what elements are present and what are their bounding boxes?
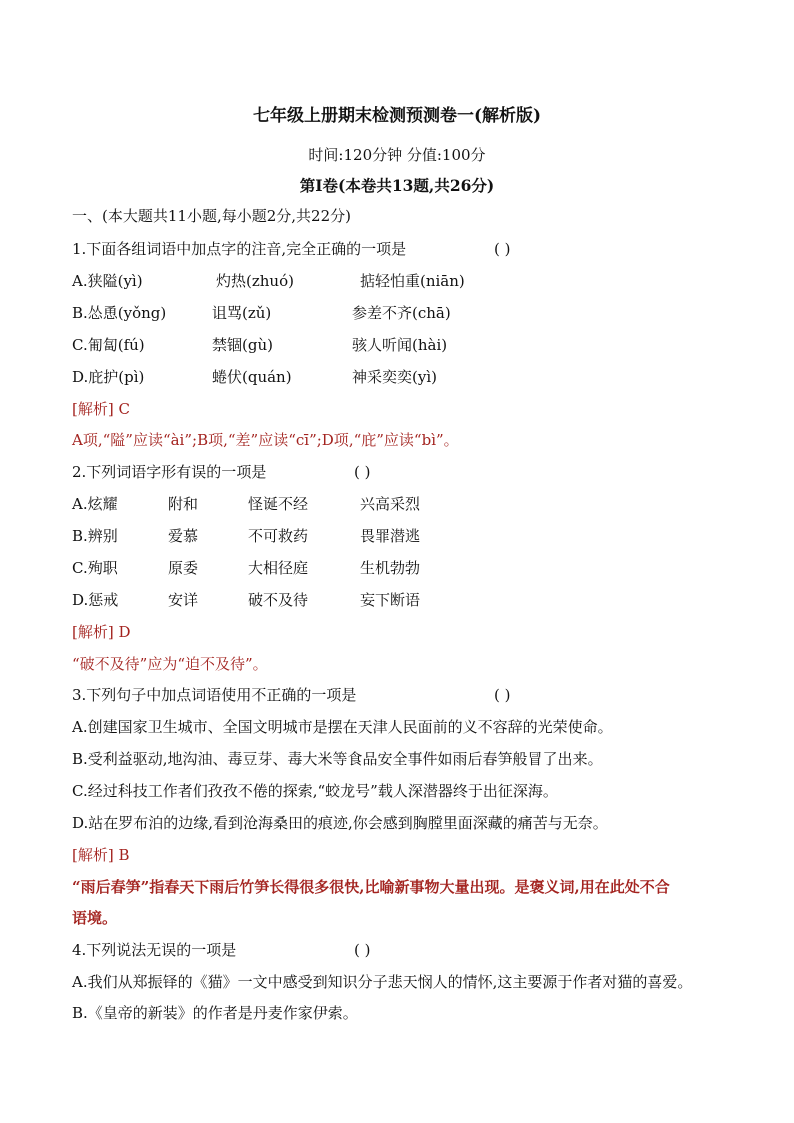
- part-title: 第Ⅰ卷(本卷共13题,共26分): [299, 176, 495, 195]
- question-3-option-c: C.经过科技工作者们孜孜不倦的探索,“蛟龙号”载人深潜器终于出征深海。: [72, 782, 558, 800]
- question-3-option-a: A.创建国家卫生城市、全国文明城市是摆在天津人民面前的义不容辞的光荣使命。: [72, 718, 613, 736]
- option-word: 安详: [168, 591, 199, 609]
- option-word: 畏罪潜逃: [360, 527, 421, 545]
- option-word: D.惩戒: [72, 591, 119, 609]
- question-4-option-b: B.《皇帝的新装》的作者是丹麦作家伊索。: [72, 1004, 358, 1022]
- option-word: 附和: [168, 495, 199, 513]
- question-3-answer: [解析] B: [72, 846, 130, 864]
- question-2-stem: [72, 462, 371, 482]
- question-stem-text: 4.下列说法无误的一项是: [72, 941, 237, 959]
- option-word: B.怂恿(yǒng): [72, 304, 167, 322]
- question-1-analysis: A项,“隘”应读“ài”;B项,“差”应读“cī”;D项,“庇”应读“bì”。: [72, 431, 459, 449]
- option-word: 掂轻怕重(niān): [360, 272, 465, 290]
- option-word: A.狭隘(yì): [72, 272, 143, 290]
- question-3-option-b: B.受利益驱动,地沟油、毒豆芽、毒大米等食品安全事件如雨后春笋般冒了出来。: [72, 750, 603, 768]
- question-stem-text: 1.下面各组词语中加点字的注音,完全正确的一项是: [72, 240, 407, 258]
- option-word: 蜷伏(quán): [212, 368, 292, 386]
- option-word: D.庇护(pì): [72, 368, 145, 386]
- option-word: 原委: [168, 559, 199, 577]
- question-3-stem: [72, 685, 511, 705]
- section-heading: 一、(本大题共11小题,每小题2分,共22分): [72, 207, 351, 225]
- question-1-stem: [72, 239, 511, 259]
- option-word: 大相径庭: [248, 559, 309, 577]
- document-title: 七年级上册期末检测预测卷一(解析版): [252, 106, 542, 126]
- answer-paren: ( ): [354, 941, 371, 959]
- option-word: A.炫耀: [72, 495, 118, 513]
- question-3-option-d: D.站在罗布泊的边缘,看到沧海桑田的痕迹,你会感到胸膛里面深藏的痛苦与无奈。: [72, 814, 608, 832]
- option-word: 灼热(zhuó): [216, 272, 294, 290]
- question-2-analysis: “破不及待”应为“迫不及待”。: [72, 655, 268, 673]
- option-word: C.匍匐(fú): [72, 336, 145, 354]
- option-word: 生机勃勃: [360, 559, 421, 577]
- question-4-option-a: A.我们从郑振铎的《猫》一文中感受到知识分子悲天悯人的情怀,这主要源于作者对猫的喜爱。: [72, 973, 693, 991]
- option-word: 骇人听闻(hài): [352, 336, 448, 354]
- option-word: 妄下断语: [360, 591, 421, 609]
- question-3-analysis-line-2: 语境。: [72, 909, 118, 927]
- question-3-analysis-line-1: “雨后春笋”指春天下雨后竹笋长得很多很快,比喻新事物大量出现。是褒义词,用在此处不合: [72, 878, 670, 896]
- question-1-answer: [解析] C: [72, 400, 130, 418]
- option-word: 怪诞不经: [248, 495, 309, 513]
- option-word: 兴高采烈: [360, 495, 421, 513]
- option-word: 不可救药: [248, 527, 309, 545]
- option-word: 神采奕奕(yì): [352, 368, 437, 386]
- option-word: 参差不齐(chā): [352, 304, 451, 322]
- time-and-score: 时间:120分钟 分值:100分: [308, 146, 486, 164]
- option-word: B.辨别: [72, 527, 118, 545]
- option-word: 破不及待: [248, 591, 309, 609]
- answer-paren: ( ): [354, 463, 371, 481]
- option-word: C.殉职: [72, 559, 118, 577]
- option-word: 诅骂(zǔ): [212, 304, 272, 322]
- question-2-answer: [解析] D: [72, 623, 131, 641]
- answer-paren: ( ): [494, 240, 511, 258]
- question-4-stem: [72, 940, 371, 960]
- answer-paren: ( ): [494, 686, 511, 704]
- question-stem-text: 3.下列句子中加点词语使用不正确的一项是: [72, 686, 357, 704]
- option-word: 爱慕: [168, 527, 199, 545]
- question-stem-text: 2.下列词语字形有误的一项是: [72, 463, 267, 481]
- option-word: 禁锢(gù): [212, 336, 273, 354]
